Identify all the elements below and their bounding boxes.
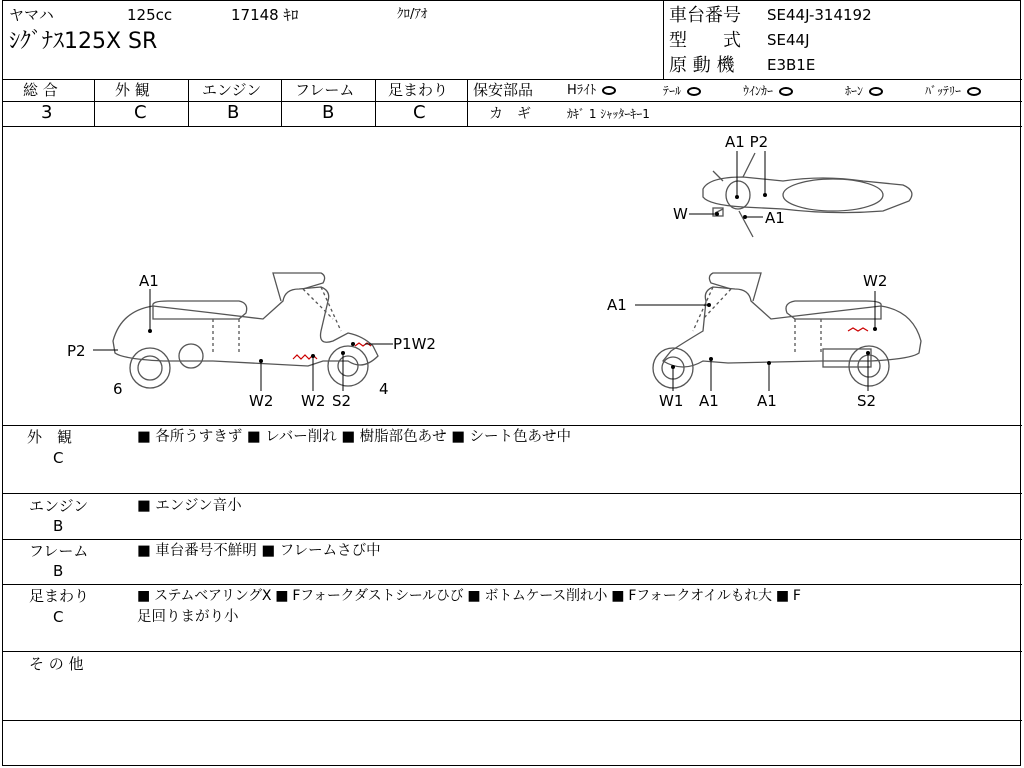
remark-text-engine: ■ エンジン音小 — [137, 498, 242, 514]
label-left-p1w2: P1W2 — [393, 335, 436, 353]
ok-circle-icon — [869, 87, 883, 96]
label-left-s2: S2 — [332, 392, 352, 410]
grade-value-overall: 3 — [41, 102, 53, 123]
type-label: 型 式 — [669, 30, 741, 51]
grade-label-engine: エンジン — [202, 81, 262, 99]
grade-value-exterior: C — [134, 102, 147, 123]
remark-text-frame: ■ 車台番号不鮮明 ■ フレームさび中 — [137, 543, 381, 559]
remark-label-exterior: 外 観 — [27, 428, 73, 446]
label-left-w2b: W2 — [301, 392, 326, 410]
grade-label-suspension: 足まわり — [388, 81, 449, 99]
label-right-a1: A1 — [607, 296, 627, 314]
scooter-left-side-view — [113, 273, 378, 388]
remark-grade-exterior: C — [53, 449, 64, 467]
model-name: ｼｸﾞﾅｽ125X SR — [9, 29, 158, 54]
safety-battery: ﾊﾞｯﾃﾘｰ — [925, 85, 981, 97]
safety-headlight: Hﾗｲﾄ — [567, 84, 616, 97]
label-top-a1: A1 — [765, 209, 785, 227]
label-right-a1c: A1 — [757, 392, 777, 410]
mileage: 17148 ｷﾛ — [231, 6, 299, 24]
ok-circle-icon — [602, 86, 616, 95]
label-right-w1: W1 — [659, 392, 684, 410]
label-right-a1b: A1 — [699, 392, 719, 410]
grade-label-overall: 総 合 — [23, 81, 58, 99]
scooter-right-side-view — [653, 273, 921, 388]
label-right-w2: W2 — [863, 272, 888, 290]
grade-value-suspension: C — [413, 102, 426, 123]
damage-diagram — [3, 127, 1020, 425]
grade-label-exterior: 外 観 — [115, 81, 150, 99]
grade-label-frame: フレーム — [295, 81, 355, 99]
frame-value: SE44J-314192 — [767, 6, 872, 24]
maker: ヤマハ — [9, 6, 54, 24]
ok-circle-icon — [687, 87, 701, 96]
key-label: カ ギ — [489, 106, 531, 122]
label-top-w: W — [673, 205, 688, 223]
scooter-top-view — [703, 153, 912, 237]
label-top-a1p2: A1 P2 — [725, 133, 769, 151]
inspection-sheet — [2, 0, 1021, 766]
label-left-a1: A1 — [139, 272, 159, 290]
remark-label-frame: フレーム — [29, 542, 89, 560]
remark-grade-engine: B — [53, 517, 64, 535]
safety-label: 保安部品 — [473, 81, 534, 99]
ok-circle-icon — [779, 87, 793, 96]
frame-label: 車台番号 — [669, 5, 741, 26]
remark-label-other: そ の 他 — [29, 655, 84, 673]
displacement: 125cc — [127, 6, 173, 24]
remark-label-engine: エンジン — [29, 497, 89, 515]
ok-circle-icon — [967, 87, 981, 96]
engine-label: 原 動 機 — [669, 55, 735, 76]
label-left-6: 6 — [113, 380, 123, 398]
safety-horn: ﾎｰﾝ — [845, 85, 883, 97]
safety-winker: ｳｲﾝｶｰ — [743, 85, 793, 97]
remark-grade-frame: B — [53, 562, 64, 580]
remark-text-suspension-2: 足回りまがり小 — [137, 609, 239, 625]
label-left-p2: P2 — [67, 342, 86, 360]
label-left-4: 4 — [379, 380, 389, 398]
key-value: ｶｷﾞ 1 ｼｬｯﾀｰｷｰ1 — [567, 107, 650, 121]
safety-taillight: ﾃｰﾙ — [663, 85, 701, 97]
color: ｸﾛ/ｱｵ — [397, 7, 428, 22]
label-left-w2a: W2 — [249, 392, 274, 410]
remark-text-suspension: ■ ステムベアリングX ■ Fフォークダストシールひび ■ ボトムケース削れ小 ■ Fフォークオイルもれ大 ■ F — [137, 588, 801, 604]
engine-value: E3B1E — [767, 56, 816, 74]
remark-label-suspension: 足まわり — [29, 587, 90, 605]
label-right-s2: S2 — [857, 392, 877, 410]
grade-value-engine: B — [227, 102, 240, 123]
remark-text-exterior: ■ 各所うすきず ■ レバー削れ ■ 樹脂部色あせ ■ シート色あせ中 — [137, 429, 572, 445]
remark-grade-suspension: C — [53, 608, 64, 626]
grade-value-frame: B — [322, 102, 335, 123]
type-value: SE44J — [767, 31, 810, 49]
